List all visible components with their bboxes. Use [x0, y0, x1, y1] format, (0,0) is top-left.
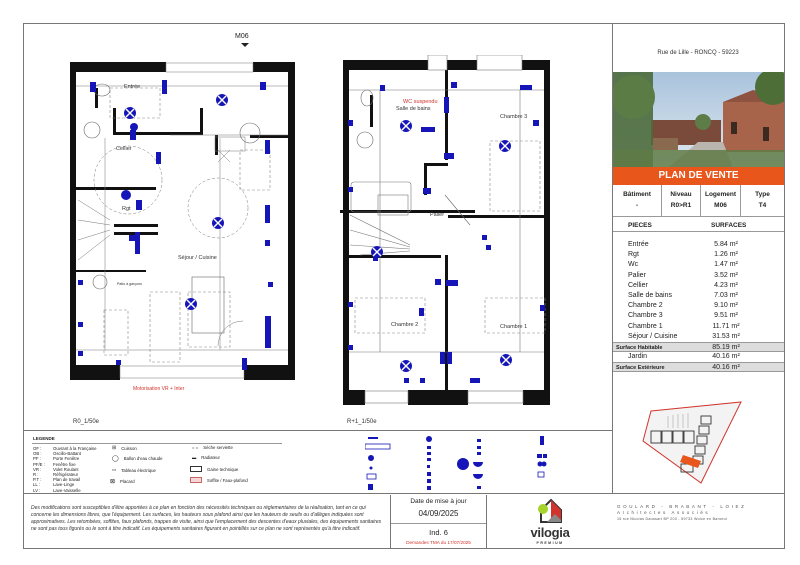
surface-row: Cellier 4.23 m²	[628, 281, 738, 289]
room-label-entree: Entrée	[124, 84, 141, 90]
legend-gaine: Gaine technique	[190, 466, 238, 472]
surface-row: Chambre 2 9.10 m²	[628, 302, 738, 310]
ground-floor-plan	[70, 60, 300, 405]
surface-habitable-row: Surface Habitable 85.19 m²	[613, 342, 784, 352]
revision-index: Ind. 6	[429, 528, 448, 537]
disclaimer-text: Des modifications sont susceptibles d'être apportées à ce plan en fonction des nécessités techniques ou réglementaires de la réalisation, tant en ce qui concerne les dimensions libres, que l'équipement. Les surfaces, les hauteurs sous plafond ainsi que les hauteurs de seuils ou d'allèges indiquées sont approximatives. Les retombées, soffites, faux plafonds, trappes de visite, ainsi que l'emplacement des descentes d'eaux pluviales, des équipements sanitaires ne sont pas tous figurés ou le sont à titre indicatif. Les équipements sanitaires figurant en pointillés sur ce plan ne sont représentés qu'à titre indicatif.	[31, 505, 382, 532]
legend-rule	[32, 443, 282, 444]
legend-soffite: Soffite / Faux-plafond	[190, 477, 248, 483]
surface-row: Séjour / Cuisine 31.53 m²	[628, 332, 740, 340]
plan-de-vente-banner: PLAN DE VENTE	[613, 167, 784, 185]
lot-info-table	[613, 185, 784, 217]
soffit-icon	[190, 477, 202, 483]
surface-exterieure-row: Surface Extérieure 40.16 m²	[613, 362, 784, 372]
room-label-sdb: Salle de bains	[396, 106, 431, 112]
developer-tagline: PREMIUM	[536, 541, 564, 545]
info-logement: Logement M06	[701, 185, 741, 217]
developer-name: vilogia	[530, 525, 570, 540]
garden-row: Jardin 40.16 m²	[628, 353, 740, 361]
revision-box	[390, 495, 487, 548]
room-label-cellier: Cellier	[116, 146, 132, 152]
architect-credit: GOULARD - BRABANT - LOIEZ Architectes Associés 15 rue Nicolas Daussart BP 203 - 59733 Wolce en Baroeul	[617, 504, 747, 521]
legend-cuisson: ⊞ Cuisson	[112, 445, 137, 451]
project-photo	[613, 72, 784, 168]
revision-note: Demandes TMA du 17/07/2025	[406, 540, 471, 545]
legend-radiateur: ▬ Radiateur	[192, 455, 220, 460]
legend-placard: ⊠ Placard	[110, 479, 135, 485]
surface-row: Wc 1.47 m²	[628, 261, 738, 269]
date-label: Date de mise à jour	[410, 498, 467, 505]
legend-divider	[23, 430, 612, 431]
legend-abbreviations: OF : OB : PF : PF/E : VR : R : P.T : LL : LV :	[33, 446, 45, 493]
motorisation-note: Motorisation VR + Inter	[133, 386, 185, 392]
closet-icon: ⊠	[110, 479, 116, 485]
electrical-legend-symbols	[365, 434, 605, 494]
legend-descriptions: Ouvrant à la Française Oscillo-Battant Porte Fenêtre Fenêtre fixe Volet Roulant Réfrigérateur Plan de travail Lave-Linge Lave-Vaisselle	[53, 446, 97, 493]
ground-scale-label: R0_1/50e	[73, 419, 100, 425]
surface-row: Chambre 3 9.51 m²	[628, 312, 738, 320]
room-label-chambre3: Chambre 3	[500, 114, 528, 120]
room-label-patio: Patio à garçons	[117, 282, 142, 286]
developer-logo	[505, 496, 595, 548]
room-label-sejour: Séjour / Cuisine	[178, 255, 217, 261]
room-label-chambre1: Chambre 1	[500, 324, 528, 330]
towel-dryer-icon: = =	[192, 445, 199, 450]
legend-seche-serviette: = = Sèche serviette	[192, 445, 233, 450]
surfaces-table	[613, 240, 784, 372]
legend-tableau: ▭ Tableau électrique	[112, 467, 156, 473]
vilogia-house-icon	[535, 498, 565, 524]
surfaces-header: PIECES SURFACES	[613, 218, 784, 232]
room-label-palier: Palier	[430, 212, 445, 218]
surface-row: Chambre 1 11.71 m²	[628, 322, 740, 330]
room-label-chambre2: Chambre 2	[391, 322, 419, 328]
legend-title: LEGENDE	[33, 436, 55, 441]
surface-row: Rgt 1.26 m²	[628, 251, 738, 259]
surface-row: Entrée 5.84 m²	[628, 241, 738, 248]
duct-icon	[190, 466, 202, 472]
revision-separator	[391, 523, 486, 524]
info-niveau: Niveau R0>R1	[662, 185, 701, 217]
update-date: 04/09/2025	[418, 509, 459, 518]
lot-arrow-icon	[241, 43, 249, 47]
room-label-rgt: Rgt	[122, 206, 131, 212]
upper-floor-plan	[340, 55, 555, 410]
upper-scale-label: R+1_1/50e	[347, 419, 377, 425]
info-type: Type T4	[741, 185, 784, 217]
electric-panel-icon: ▭	[112, 467, 117, 472]
site-plan-thumbnail	[613, 386, 784, 492]
legend-ballon: ◯ Ballon d'eau chaude	[112, 456, 163, 462]
cooktop-icon: ⊞	[112, 445, 117, 451]
lot-marker: M06	[235, 33, 249, 40]
radiator-icon: ▬	[192, 455, 197, 460]
project-address: Rue de Lille - RONCQ - 59223	[657, 50, 739, 56]
surface-row: Palier 3.52 m²	[628, 271, 738, 279]
water-heater-icon: ◯	[112, 456, 119, 462]
surface-row: Salle de bains 7.03 m²	[628, 291, 738, 299]
room-label-wc: WC suspendu	[403, 99, 438, 105]
info-batiment: Bâtiment -	[613, 185, 662, 217]
